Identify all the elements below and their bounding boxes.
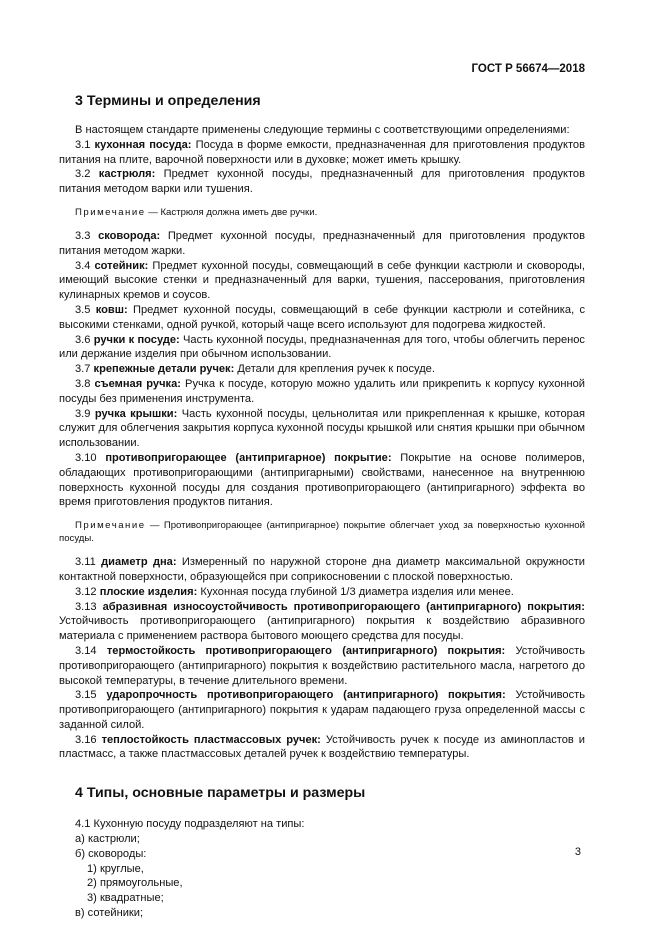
list-intro: 4.1 Кухонную посуду подразделяют на типы:	[75, 818, 305, 831]
term-3-13: 3.13 абразивная износоустойчивость противопригорающего (антипригарного) покрытия: Устойчивость противопригорающего (антипригарного) покрытия к воздействию абразивного материала с применением раствора бытового моющего средства для посуды.	[59, 600, 585, 643]
page-number: 3	[574, 846, 581, 858]
term-3-15: 3.15 ударопрочность противопригорающего (антипригарного) покрытия: Устойчивость противопригорающего (антипригарного) покрытия к ударам падающего груза определенной массы с заданной силой.	[59, 689, 585, 731]
list-item: в) сотейники;	[75, 907, 144, 920]
term-3-8: 3.8 съемная ручка: Ручка к посуде, которую можно удалить или прикрепить к корпусу кухонной посуды без применения инструмента.	[59, 377, 585, 405]
page-content	[59, 90, 585, 921]
term-3-1: 3.1 кухонная посуда: Посуда в форме емкости, предназначенная для приготовления продуктов питания на плите, варочной поверхности или в духовке; может иметь крышку.	[59, 138, 585, 166]
term-3-2: 3.2 кастрюля: Предмет кухонной посуды, предназначенный для приготовления продуктов питания методом варки или тушения.	[59, 168, 585, 196]
term-3-3: 3.3 сковорода: Предмет кухонной посуды, предназначенный для приготовления продуктов питания методом жарки.	[59, 229, 585, 257]
section-3-intro: В настоящем стандарте применены следующие термины с соответствующими определениями:	[75, 124, 570, 136]
term-3-7: 3.7 крепежные детали ручек: Детали для крепления ручек к посуде.	[75, 363, 435, 376]
term-3-16: 3.16 теплостойкость пластмассовых ручек: Устойчивость ручек к посуде из аминопластов и пластмасс, а также пластмассовых деталей ручек к воздействию температуры.	[59, 733, 585, 761]
list-item: 2) прямоугольные,	[87, 877, 183, 890]
types-list	[59, 817, 585, 921]
list-item: 3) квадратные;	[87, 892, 164, 905]
note-2: Примечание — Противопригорающее (антипригарное) покрытие облегчает уход за поверхностью кухонной посуды.	[59, 520, 585, 545]
term-3-12: 3.12 плоские изделия: Кухонная посуда глубиной 1/3 диаметра изделия или менее.	[75, 585, 514, 598]
document-id: ГОСТ Р 56674—2018	[471, 63, 585, 75]
term-3-5: 3.5 ковш: Предмет кухонной посуды, совмещающий в себе функции кастрюли и сотейника, с высокими стенками, одной ручкой, который чаще всего используют для подогрева жидкостей.	[59, 303, 585, 331]
section-3-title: 3 Термины и определения	[75, 93, 261, 109]
note-1: Примечание — Кастрюля должна иметь две ручки.	[75, 206, 318, 218]
term-3-4: 3.4 сотейник: Предмет кухонной посуды, совмещающий в себе функции кастрюли и сковороды, имеющий высокие стенки и предназначенный для варки, тушения, пассерования, приготовления кулинарных кремов и соусов.	[59, 259, 585, 302]
term-3-14: 3.14 термостойкость противопригорающего (антипригарного) покрытия: Устойчивость противопригорающего (антипригарного) покрытия к воздействию растительного масла, нагретого до высокой температуры, в течение длительного времени.	[59, 644, 585, 687]
list-item: 1) круглые,	[87, 862, 144, 875]
term-3-9: 3.9 ручка крышки: Часть кухонной посуды, цельнолитая или прикрепленная к крышке, которая служит для облегчения закрытия корпуса кухонной посуды крышкой или снятия крышки при обычном использовании.	[59, 407, 586, 450]
section-4-title: 4 Типы, основные параметры и размеры	[75, 785, 366, 802]
list-item: б) сковороды:	[75, 847, 147, 860]
list-item: а) кастрюли;	[75, 833, 140, 846]
term-3-10: 3.10 противопригорающее (антипригарное) покрытие: Покрытие на основе полимеров, обладающих противопригорающими (антипригарными) свойствами, нанесенное на внутреннюю поверхность кухонной посуды для создания противопригорающего (антипригарного) эффекта во время приготовления продуктов питания.	[59, 451, 585, 509]
term-3-6: 3.6 ручки к посуде: Часть кухонной посуды, предназначенная для того, чтобы облегчить перенос или держание изделия при обычном использовании.	[59, 333, 585, 361]
term-3-11: 3.11 диаметр дна: Измеренный по наружной стороне дна диаметр максимальной окружности контактной поверхности, образующейся при соприкосновении с плоской поверхностью.	[59, 556, 585, 583]
